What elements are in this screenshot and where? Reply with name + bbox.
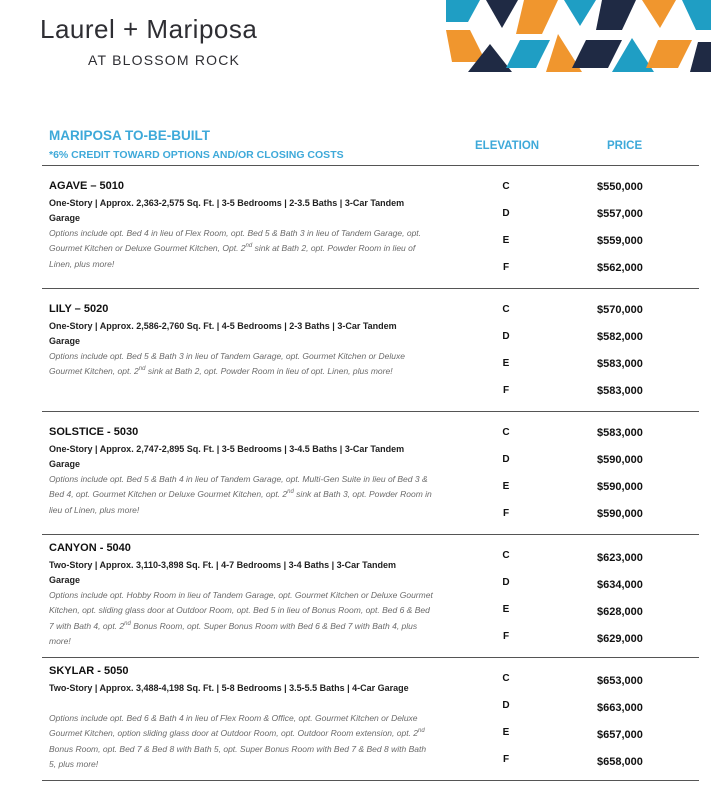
elevation-code: F [502,262,510,273]
plan-row [0,180,711,302]
price: $562,000 [597,262,643,274]
plan-name: SOLSTICE - 5030 [49,426,139,438]
price-column-header: PRICE [607,140,643,152]
elevation-code: D [502,700,510,711]
plan-specs: Two-Story | Approx. 3,488-4,198 Sq. Ft. | 5-8 Bedrooms | 3.5-5.5 Baths | 4-Car Garage [49,683,409,693]
section-title: MARIPOSA TO-BE-BUILT [49,128,210,143]
price: $628,000 [597,606,643,618]
logo-shape [646,40,692,68]
elevation-code: D [502,331,510,342]
price: $658,000 [597,756,643,768]
logo-shape [690,42,711,72]
elevation-code: E [502,604,510,615]
elevation-code: C [502,673,510,684]
plan-specs: One-Story | Approx. 2,586-2,760 Sq. Ft. | 4-5 Bedrooms | 2-3 Baths | 3-Car Tandem Garage [49,321,397,346]
price: $657,000 [597,729,643,741]
divider [42,165,699,166]
price: $583,000 [597,385,643,397]
divider [42,534,699,535]
divider [42,657,699,658]
brand-pattern-logo [446,0,711,72]
plan-name: LILY – 5020 [49,303,109,315]
price: $590,000 [597,481,643,493]
plan-options: Options include opt. Bed 5 & Bath 3 in lieu of Tandem Garage, opt. Gourmet Kitchen or Deluxe Gourmet Kitchen, opt. 2nd sink at Bath 2, opt. Powder Room in lieu of opt. Linen, plus more! [49,351,405,377]
plan-row [0,542,711,664]
price: $582,000 [597,331,643,343]
elevation-column-header: ELEVATION [475,140,540,152]
elevation-code: C [502,304,510,315]
plan-name: SKYLAR - 5050 [49,665,129,677]
price: $570,000 [597,304,643,316]
plan-name: AGAVE – 5010 [49,180,125,192]
plan-options: Options include opt. Bed 5 & Bath 4 in lieu of Tandem Garage, opt. Multi-Gen Suite in lieu of Bed 3 & Bed 4, opt. Gourmet Kitchen or Deluxe Gourmet Kitchen, opt. 2nd sink at Bath 3, opt. Powder Room in lieu of Linen, plus more! [49,474,432,515]
elevation-code: F [502,508,510,519]
elevation-code: D [502,208,510,219]
elevation-code: C [502,427,510,438]
elevation-code: C [502,181,510,192]
plan-specs: One-Story | Approx. 2,747-2,895 Sq. Ft. | 3-5 Bedrooms | 3-4.5 Baths | 3-Car Tandem Garage [49,444,405,469]
elevation-code: E [502,358,510,369]
plan-row [0,665,711,787]
price: $557,000 [597,208,643,220]
elevation-code: C [502,550,510,561]
price: $590,000 [597,454,643,466]
plan-name: CANYON - 5040 [49,542,131,554]
elevation-code: E [502,235,510,246]
price: $623,000 [597,552,643,564]
elevation-code: E [502,481,510,492]
elevation-code: D [502,454,510,465]
plan-specs: Two-Story | Approx. 3,110-3,898 Sq. Ft. | 4-7 Bedrooms | 3-4 Baths | 3-Car Tandem Garage [49,560,396,585]
price: $629,000 [597,633,643,645]
plan-specs: One-Story | Approx. 2,363-2,575 Sq. Ft. | 3-5 Bedrooms | 2-3.5 Baths | 3-Car Tandem Garage [49,198,405,223]
elevation-code: D [502,577,510,588]
logo-shape [446,0,480,22]
logo-shape [506,40,550,68]
plan-options: Options include opt. Bed 6 & Bath 4 in lieu of Flex Room & Office, opt. Gourmet Kitchen or Deluxe Gourmet Kitchen, option sliding glass door at Outdoor Room, opt. Outdoor Room extension, opt. 2nd Bonus Room, opt. Bed 7 & Bed 8 with Bath 5, opt. Super Bonus Room with Bed 7 & Bed 8 with Bath 5, plus more! [49,713,427,769]
elevation-code: F [502,385,510,396]
plan-row [0,426,711,548]
logo-shape [486,0,518,28]
brand-title: Laurel + Mariposa [40,14,258,44]
plan-options: Options include opt. Bed 4 in lieu of Flex Room, opt. Bed 5 & Bath 3 in lieu of Tandem Garage, opt. Gourmet Kitchen or Deluxe Gourmet Kitchen, Opt. 2nd sink at Bath 2, opt. Powder Room in lieu of Linen, plus more! [49,228,422,269]
price: $634,000 [597,579,643,591]
brand-subtitle: AT BLOSSOM ROCK [88,52,241,68]
credit-note: *6% CREDIT TOWARD OPTIONS AND/OR CLOSING COSTS [49,149,344,161]
divider [42,780,699,781]
price: $663,000 [597,702,643,714]
divider [42,411,699,412]
logo-shape [516,0,558,34]
elevation-code: E [502,727,510,738]
plan-row [0,303,711,425]
elevation-code: F [502,754,510,765]
price: $559,000 [597,235,643,247]
logo-shape [572,40,622,68]
plan-options: Options include opt. Hobby Room in lieu of Tandem Garage, opt. Gourmet Kitchen or Deluxe Gourmet Kitchen, opt. sliding glass door at Outdoor Room, opt. Bed 5 in lieu of Bonus Room, opt. Bed 6 & Bed 7 with Bath 4, opt. 2nd Bonus Room, opt. Super Bonus Room with Bed 6 & Bed 7 with Bath 4, plus more! [49,590,433,646]
elevation-code: F [502,631,510,642]
logo-shape [596,0,636,30]
logo-shape [564,0,596,26]
price: $590,000 [597,508,643,520]
price: $550,000 [597,181,643,193]
logo-shape [642,0,676,28]
logo-shape [682,0,711,30]
price: $653,000 [597,675,643,687]
price: $583,000 [597,427,643,439]
price: $583,000 [597,358,643,370]
divider [42,288,699,289]
